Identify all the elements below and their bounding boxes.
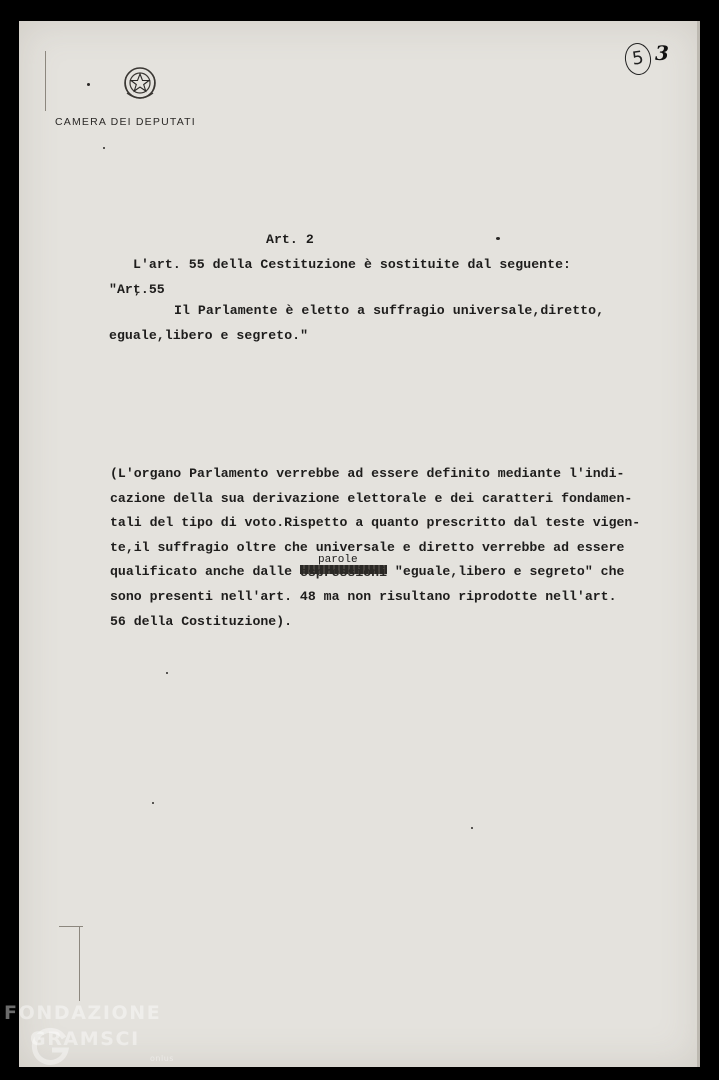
note-line-with-correction xyxy=(110,554,680,589)
handwritten-page-number: 3 xyxy=(655,41,669,65)
italian-republic-emblem-icon xyxy=(121,63,159,105)
note-text: "eguale,libero e segreto" che xyxy=(387,564,625,580)
document-page xyxy=(19,21,700,1067)
margin-mark xyxy=(79,926,80,1001)
explanatory-note xyxy=(110,466,680,638)
margin-mark xyxy=(45,51,46,111)
article-label: "Arţ.55 xyxy=(109,282,165,297)
article-body-line: Il Parlamente è eletto a suffragio universale,diretto, xyxy=(174,303,605,318)
watermark-suffix: onlus xyxy=(150,1054,174,1063)
note-line: cazione della sua derivazione elettorale e dei caratteri fondamen- xyxy=(110,490,633,506)
margin-mark xyxy=(59,926,83,927)
struck-out-word: espressioni xyxy=(299,565,387,581)
watermark-line: FONDAZIONE xyxy=(4,1002,162,1024)
letterhead-institution: CAMERA DEI DEPUTATI xyxy=(55,116,196,128)
paper-speck xyxy=(496,237,500,240)
page-number xyxy=(625,41,683,83)
inserted-correction: parole xyxy=(318,554,358,567)
article-intro: L'art. 55 della Cestituzione è sostituite dal seguente: xyxy=(133,257,572,272)
article-title: Art. 2 xyxy=(266,232,314,247)
note-text: qualificato anche dalle xyxy=(110,564,300,580)
paper-speck xyxy=(87,83,90,86)
article-body-line: eguale,libero e segreto." xyxy=(109,328,309,343)
note-line: te,il suffragio oltre che universale e diretto verrebbe ad essere xyxy=(110,539,625,555)
watermark-line: GRAMSCI xyxy=(30,1028,140,1050)
page-edge xyxy=(697,21,700,1067)
note-line: 56 della Costituzione). xyxy=(110,613,293,629)
note-line: tali del tipo di voto.Rispetto a quanto prescritto dal teste vigen- xyxy=(110,515,641,531)
paper-speck xyxy=(103,147,105,149)
circled-page-number: 5 xyxy=(623,41,653,76)
paper-speck xyxy=(166,672,168,674)
paper-speck xyxy=(152,802,154,804)
archive-watermark xyxy=(4,1000,184,1075)
note-line: sono presenti nell'art. 48 ma non risultano riprodotte nell'art. xyxy=(110,588,617,604)
paper-speck xyxy=(471,827,473,829)
note-line: (L'organo Parlamento verrebbe ad essere definito mediante l'indi- xyxy=(110,466,625,481)
